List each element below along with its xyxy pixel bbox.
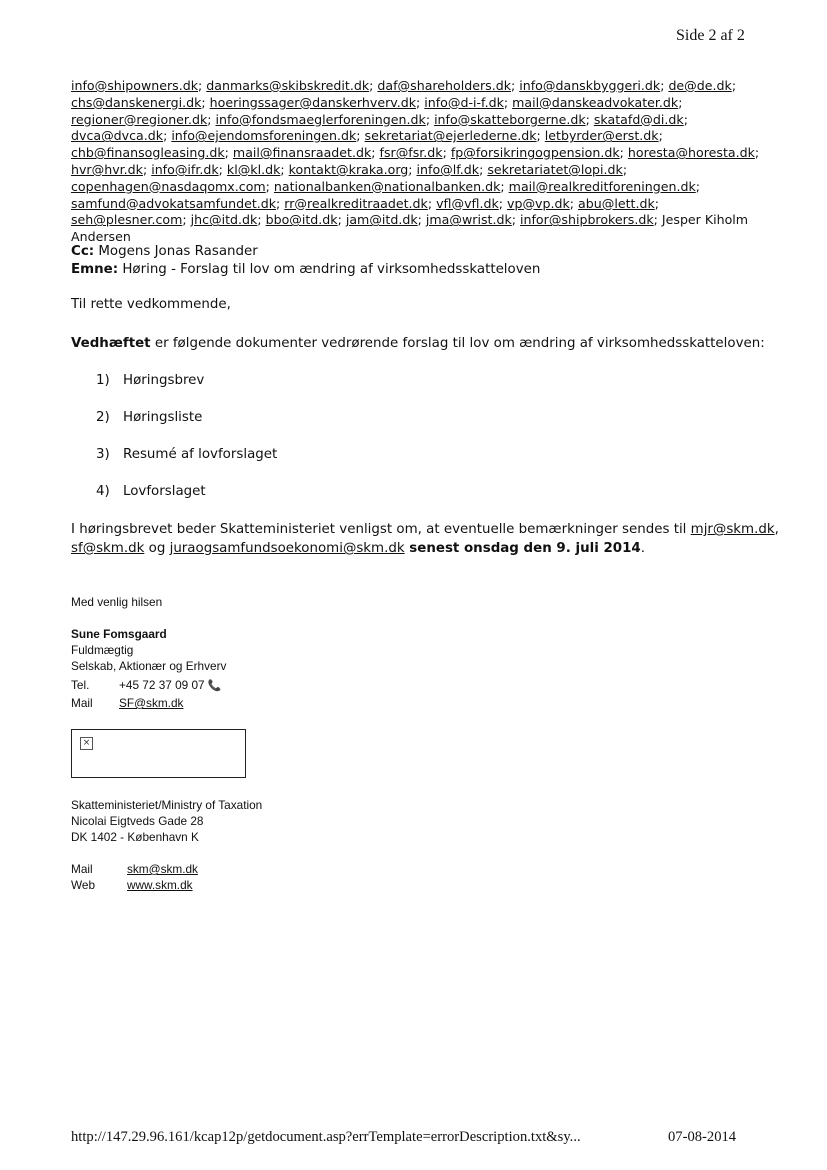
recipient-separator: ; [569, 195, 579, 211]
recipient-line [71, 179, 751, 196]
recipient-line [71, 145, 760, 162]
recipient-separator: ; [658, 128, 663, 144]
recipient-line [71, 112, 751, 129]
recipient-email-link[interactable]: info@lf.dk [416, 161, 480, 177]
attachment-intro-text: er følgende dokumenter vedrørende forslag til lov om ændring af virksomhedsskatteloven: [150, 336, 765, 351]
signer-phone [71, 678, 222, 692]
signer-email-link[interactable]: SF@skm.dk [119, 696, 184, 710]
recipient-line [71, 78, 751, 95]
recipient-email-link[interactable]: dvca@dvca.dk [71, 128, 164, 144]
subject-label: Emne: [71, 262, 119, 277]
recipient-separator: ; [356, 128, 365, 144]
recipient-email-link[interactable]: info@skatteborgerne.dk [434, 111, 586, 127]
recipient-email-link[interactable]: letbyrder@erst.dk [544, 128, 659, 144]
cc-value: Mogens Jonas Rasander [94, 244, 258, 259]
closing: Med venlig hilsen [71, 595, 163, 609]
recipient-email-link[interactable]: mail@danskeadvokater.dk [512, 94, 679, 110]
list-item [96, 447, 277, 462]
recipient-separator: ; [207, 111, 216, 127]
organization-web [71, 878, 193, 892]
recipient-separator: ; [371, 145, 380, 161]
recipient-line [71, 162, 751, 179]
recipient-separator: ; [660, 78, 669, 93]
recipient-separator: Andersen [71, 229, 131, 245]
recipient-separator: ; [498, 195, 508, 211]
request-line-1 [71, 522, 779, 537]
recipient-email-link[interactable]: horesta@horesta.dk [627, 145, 755, 161]
broken-image-icon: × [80, 737, 93, 750]
list-item-number: 4) [96, 484, 110, 499]
recipient-separator: ; [678, 94, 683, 110]
recipient-separator: ; [731, 78, 737, 93]
signer-title: Fuldmægtig [71, 643, 134, 657]
recipient-separator: ; [536, 128, 545, 144]
recipient-separator: ; [654, 195, 659, 211]
phone-icon[interactable]: 📞 [207, 680, 222, 692]
recipient-email-link[interactable]: samfund@advokatsamfundet.dk [71, 195, 277, 211]
recipient-email-link[interactable]: vp@vp.dk [507, 195, 570, 211]
request-separator: , [774, 522, 779, 537]
recipient-email-link[interactable]: sekretariatet@lopi.dk [487, 161, 623, 177]
recipient-email-link[interactable]: infor@shipbrokers.dk [520, 212, 654, 228]
recipient-separator: ; [337, 212, 346, 228]
recipient-separator: ; [511, 78, 520, 93]
recipient-separator: ; [622, 161, 628, 177]
recipient-email-link[interactable]: vfl@vfl.dk [436, 195, 499, 211]
recipient-email-link[interactable]: mail@realkreditforeningen.dk [508, 178, 696, 194]
organization-mail [71, 862, 198, 876]
recipient-email-link[interactable]: daf@shareholders.dk [377, 78, 512, 93]
recipient-email-link[interactable]: fsr@fsr.dk [379, 145, 443, 161]
organization-name: Skatteministeriet/Ministry of Taxation [71, 798, 263, 812]
recipient-email-link[interactable]: jam@itd.dk [345, 212, 418, 228]
recipient-email-link[interactable]: hvr@hvr.dk [71, 161, 143, 177]
recipient-separator: ; [280, 161, 289, 177]
list-item-number: 1) [96, 373, 110, 388]
list-item-number: 2) [96, 410, 110, 425]
subject-line [71, 262, 540, 277]
mail-label: Mail [71, 696, 93, 710]
recipient-email-link[interactable]: skatafd@di.dk [593, 111, 684, 127]
recipient-email-link[interactable]: bbo@itd.dk [265, 212, 338, 228]
cc-line [71, 244, 258, 259]
request-text: I høringsbrevet beder Skatteministeriet venligst om, at eventuelle bemærkninger sendes til [71, 522, 691, 537]
recipient-separator: ; [224, 145, 233, 161]
recipient-line [71, 95, 751, 112]
list-item-label: Resumé af lovforslaget [123, 447, 278, 462]
org-email-link[interactable]: skm@skm.dk [127, 862, 198, 876]
request-end: . [640, 541, 645, 556]
footer-url: http://147.29.96.161/kcap12p/getdocument.asp?errTemplate=errorDescription.txt&sy... [71, 1129, 581, 1145]
recipient-email-link[interactable]: rr@realkreditraadet.dk [284, 195, 428, 211]
recipient-email-link[interactable]: info@shipowners.dk [71, 78, 199, 93]
request-conjunction: og [144, 541, 170, 556]
recipient-separator: ; [257, 212, 266, 228]
recipient-email-link[interactable]: seh@plesner.com [71, 212, 183, 228]
recipient-line [71, 212, 751, 229]
recipient-separator: ; [503, 94, 513, 110]
recipient-separator: ; [408, 161, 417, 177]
recipient-email-link[interactable]: danmarks@skibskredit.dk [206, 78, 370, 93]
recipient-separator: ; Jesper Kiholm [653, 212, 749, 228]
recipient-separator: ; [619, 145, 628, 161]
organization-street: Nicolai Eigtveds Gade 28 [71, 814, 204, 828]
signer-name: Sune Fomsgaard [71, 627, 167, 641]
deadline-text: senest onsdag den 9. juli 2014 [404, 541, 641, 556]
cc-label: Cc: [71, 244, 95, 259]
subject-value: Høring - Forslag til lov om ændring af virksomhedsskatteloven [118, 262, 541, 277]
recipient-separator: ; [417, 212, 426, 228]
phone-value[interactable]: +45 72 37 09 07 [119, 678, 205, 692]
recipient-separator: ; [182, 212, 191, 228]
recipient-separator: ; [369, 78, 378, 93]
recipient-separator: ; [142, 161, 152, 177]
recipient-line [71, 196, 751, 213]
recipient-email-link[interactable]: info@danskbyggeri.dk [519, 78, 661, 93]
recipient-email-link[interactable]: kontakt@kraka.org [288, 161, 409, 177]
list-item [96, 484, 206, 499]
list-item [96, 373, 204, 388]
recipient-separator: ; [511, 212, 521, 228]
recipient-list [71, 78, 760, 246]
recipient-separator: ; [500, 178, 509, 194]
footer-date: 07-08-2014 [668, 1129, 737, 1145]
recipient-email-link[interactable]: mail@finansraadet.dk [232, 145, 372, 161]
recipient-email-link[interactable]: sekretariat@ejerlederne.dk [364, 128, 537, 144]
recipient-email-link[interactable]: nationalbanken@nationalbanken.dk [273, 178, 501, 194]
recipient-email-link[interactable]: info@d-i-f.dk [424, 94, 504, 110]
recipient-separator: ; [201, 94, 210, 110]
org-mail-label: Mail [71, 862, 93, 876]
recipient-separator: ; [218, 161, 227, 177]
recipient-separator: ; [442, 145, 451, 161]
recipient-email-link[interactable]: jhc@itd.dk [190, 212, 258, 228]
recipient-email-link[interactable]: kl@kl.dk [226, 161, 281, 177]
recipient-email-link[interactable]: abu@lett.dk [578, 195, 655, 211]
organization-city: DK 1402 - København K [71, 830, 199, 844]
recipient-separator: ; [163, 128, 172, 144]
org-web-label: Web [71, 878, 96, 892]
broken-image-placeholder [71, 729, 246, 778]
org-web-link[interactable]: www.skm.dk [127, 878, 193, 892]
recipient-email-link[interactable]: copenhagen@nasdaqomx.com [71, 178, 266, 194]
recipient-separator: ; [683, 111, 688, 127]
recipient-line [71, 128, 751, 145]
email-link-mjr[interactable]: mjr@skm.dk [690, 522, 775, 537]
phone-label: Tel. [71, 678, 90, 692]
attachment-intro-bold: Vedhæftet [71, 336, 151, 351]
recipient-email-link[interactable]: chb@finansogleasing.dk [71, 145, 225, 161]
recipient-email-link[interactable]: jma@wrist.dk [425, 212, 512, 228]
recipient-separator: ; [416, 94, 425, 110]
recipient-separator: ; [276, 195, 285, 211]
recipient-email-link[interactable]: hoeringssager@danskerhverv.dk [209, 94, 417, 110]
recipient-separator: ; [754, 145, 760, 161]
attachment-intro [71, 336, 765, 351]
recipient-separator: ; [425, 111, 435, 127]
signer-department: Selskab, Aktionær og Erhverv [71, 659, 227, 673]
recipient-email-link[interactable]: info@ifr.dk [151, 161, 219, 177]
recipient-email-link[interactable]: regioner@regioner.dk [71, 111, 208, 127]
recipient-separator: ; [479, 161, 488, 177]
list-item-number: 3) [96, 447, 110, 462]
email-link-sf[interactable]: sf@skm.dk [71, 541, 145, 556]
request-line-2 [71, 541, 645, 556]
recipient-email-link[interactable]: de@de.dk [668, 78, 732, 93]
recipient-email-link[interactable]: info@ejendomsforeningen.dk [171, 128, 357, 144]
email-link-juraogsamfundsoekonomi[interactable]: juraogsamfundsoekonomi@skm.dk [169, 541, 405, 556]
signer-mail [71, 696, 183, 710]
list-item-label: Høringsliste [123, 410, 203, 425]
recipient-separator: ; [198, 78, 207, 93]
list-item [96, 410, 202, 425]
recipient-separator: ; [265, 178, 274, 194]
recipient-email-link[interactable]: chs@danskenergi.dk [71, 94, 202, 110]
recipient-email-link[interactable]: fp@forsikringogpension.dk [450, 145, 620, 161]
recipient-separator: ; [695, 178, 701, 194]
page-number: Side 2 af 2 [676, 27, 745, 44]
recipient-email-link[interactable]: info@fondsmaeglerforeningen.dk [215, 111, 426, 127]
list-item-label: Høringsbrev [123, 373, 205, 388]
list-item-label: Lovforslaget [123, 484, 206, 499]
greeting: Til rette vedkommende, [71, 297, 231, 312]
recipient-separator: ; [427, 195, 437, 211]
recipient-separator: ; [585, 111, 594, 127]
